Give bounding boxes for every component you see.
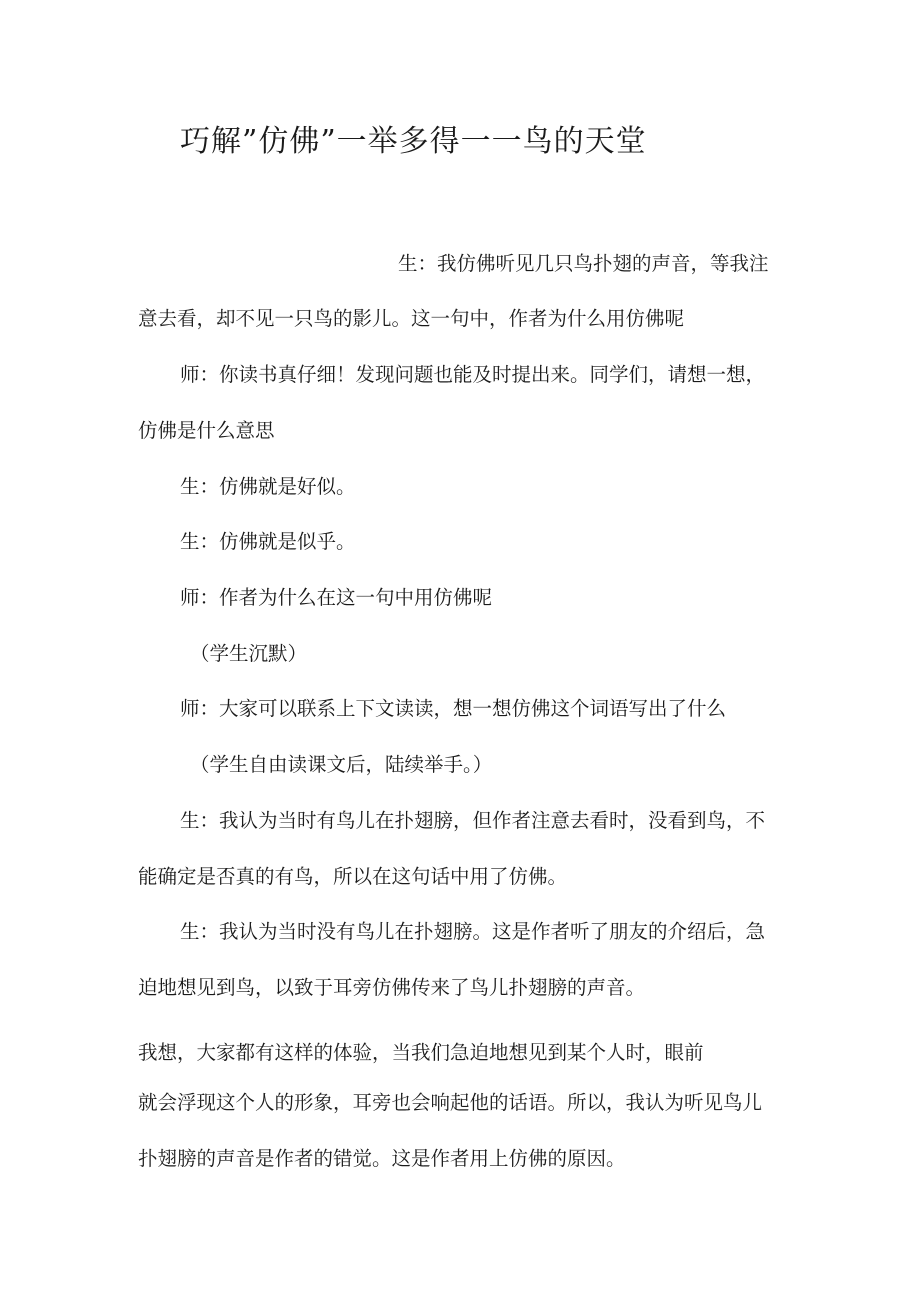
paragraph-line: 生：仿佛就是好似。	[180, 475, 356, 498]
paragraph-line: 扑翅膀的声音是作者的错觉。这是作者用上仿佛的原因。	[138, 1147, 626, 1170]
paragraph-line: 生：我认为当时没有鸟儿在扑翅膀。这是作者听了朋友的介绍后，急	[180, 920, 766, 943]
document-title: 巧解”仿佛”一举多得一一鸟的天堂	[180, 124, 647, 159]
paragraph-line: 仿佛是什么意思	[138, 419, 275, 442]
paragraph-line: 意去看，却不见一只鸟的影儿。这一句中，作者为什么用仿佛呢	[138, 307, 685, 330]
paragraph-line: 生：我仿佛听见几只鸟扑翅的声音，等我注	[398, 252, 769, 275]
paragraph-line: 就会浮现这个人的形象，耳旁也会响起他的话语。所以，我认为听见鸟儿	[138, 1091, 763, 1114]
paragraph-line: 师：你读书真仔细！发现问题也能及时提出来。同学们，请想一想，	[180, 363, 766, 386]
paragraph-line: （学生自由读课文后，陆续举手。）	[190, 753, 493, 776]
paragraph-line: 师：作者为什么在这一句中用仿佛呢	[180, 586, 493, 609]
paragraph-line: 迫地想见到鸟，以致于耳旁仿佛传来了鸟儿扑翅膀的声音。	[138, 976, 646, 999]
paragraph-line: 能确定是否真的有鸟，所以在这句话中用了仿佛。	[138, 865, 568, 888]
paragraph-line: 生：仿佛就是似乎。	[180, 530, 356, 553]
paragraph-line: （学生沉默）	[190, 642, 308, 665]
paragraph-line: 我想，大家都有这样的体验，当我们急迫地想见到某个人时，眼前	[138, 1041, 704, 1064]
paragraph-line: 师：大家可以联系上下文读读，想一想仿佛这个词语写出了什么	[180, 697, 727, 720]
paragraph-line: 生：我认为当时有鸟儿在扑翅膀，但作者注意去看时，没看到鸟，不	[180, 809, 766, 832]
